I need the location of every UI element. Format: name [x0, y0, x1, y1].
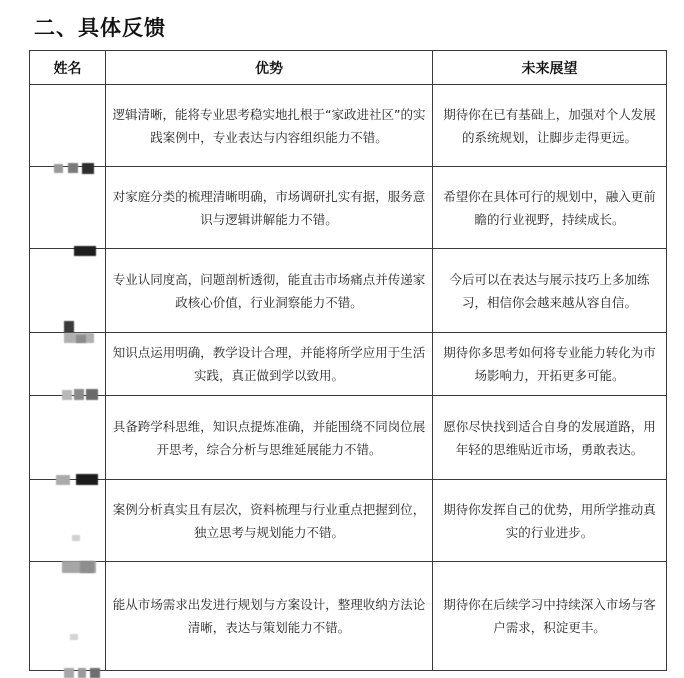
outlook-cell: 期待你在已有基础上，加强对个人发展的系统规划，让脚步走得更远。	[433, 85, 667, 167]
table-row	[30, 249, 667, 333]
name-cell-redacted	[30, 167, 106, 249]
table-row	[30, 333, 667, 396]
name-cell-redacted	[30, 480, 106, 562]
strength-cell: 逻辑清晰，能将专业思考稳实地扎根于“家政进社区”的实践案例中，专业表达与内容组织能力不错。	[106, 85, 433, 167]
table-row	[30, 480, 667, 562]
strength-cell: 专业认同度高，问题剖析透彻，能直击市场痛点并传递家政核心价值，行业洞察能力不错。	[106, 249, 433, 333]
table-row	[30, 167, 667, 249]
name-cell-redacted	[30, 333, 106, 396]
strength-cell: 能从市场需求出发进行规划与方案设计，整理收纳方法论清晰，表达与策划能力不错。	[106, 562, 433, 671]
feedback-table	[29, 50, 667, 671]
table-header-row	[30, 51, 667, 85]
header-name: 姓名	[30, 51, 106, 85]
name-cell-redacted	[30, 249, 106, 333]
table-row	[30, 396, 667, 480]
outlook-cell: 期待你发挥自己的优势，用所学推动真实的行业进步。	[433, 480, 667, 562]
strength-cell: 案例分析真实且有层次，资料梳理与行业重点把握到位，独立思考与规划能力不错。	[106, 480, 433, 562]
strength-cell: 知识点运用明确，教学设计合理，并能将所学应用于生活实践，真正做到学以致用。	[106, 333, 433, 396]
outlook-cell: 期待你多思考如何将专业能力转化为市场影响力，开拓更多可能。	[433, 333, 667, 396]
header-outlook: 未来展望	[433, 51, 667, 85]
table-row	[30, 562, 667, 671]
header-strength: 优势	[106, 51, 433, 85]
name-cell-redacted	[30, 562, 106, 671]
strength-cell: 具备跨学科思维，知识点提炼准确，并能围绕不同岗位展开思考，综合分析与思维延展能力不错。	[106, 396, 433, 480]
table-row	[30, 85, 667, 167]
section-heading: 二、具体反馈	[34, 16, 166, 40]
outlook-cell: 愿你尽快找到适合自身的发展道路，用年轻的思维贴近市场，勇敢表达。	[433, 396, 667, 480]
name-cell-redacted	[30, 396, 106, 480]
outlook-cell: 期待你在后续学习中持续深入市场与客户需求，积淀更丰。	[433, 562, 667, 671]
strength-cell: 对家庭分类的梳理清晰明确，市场调研扎实有据，服务意识与逻辑讲解能力不错。	[106, 167, 433, 249]
outlook-cell: 希望你在具体可行的规划中，融入更前瞻的行业视野，持续成长。	[433, 167, 667, 249]
outlook-cell: 今后可以在表达与展示技巧上多加练习，相信你会越来越从容自信。	[433, 249, 667, 333]
name-cell-redacted	[30, 85, 106, 167]
